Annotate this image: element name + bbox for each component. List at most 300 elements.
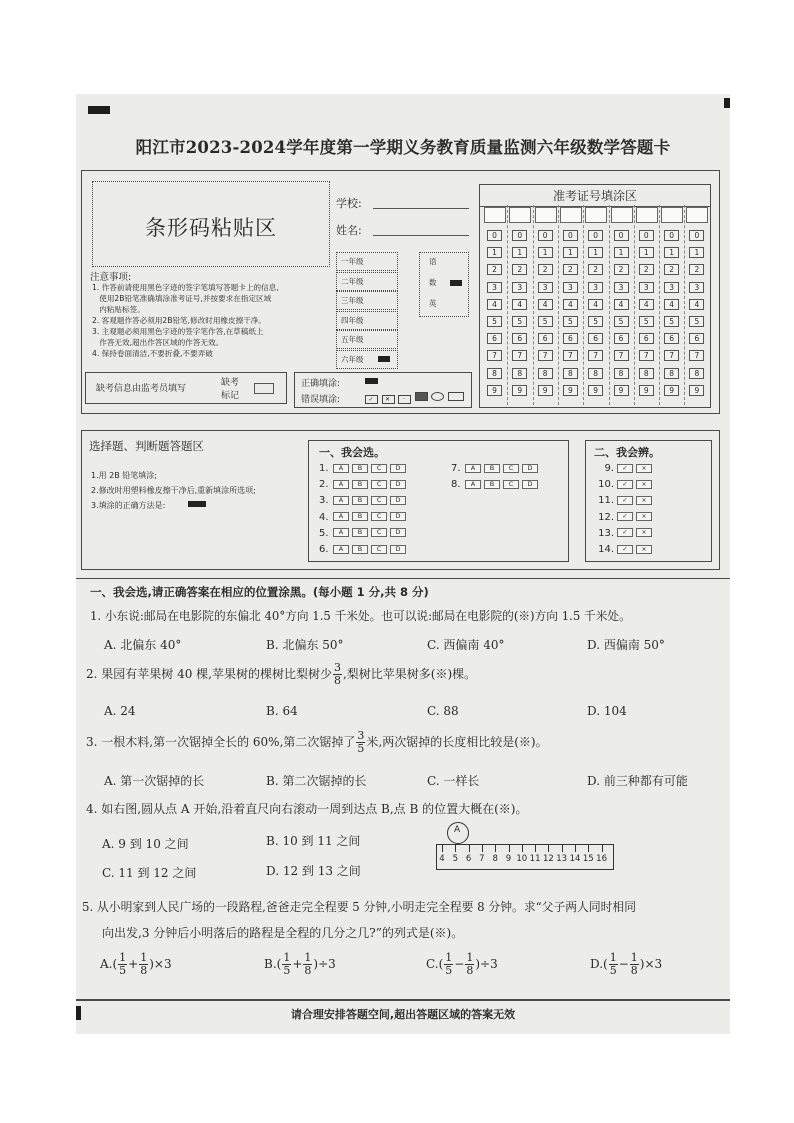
id-bubble[interactable]: 0 (664, 230, 679, 241)
question-1-text: 1. 小东说:邮局在电影院的东偏北 40°方向 1.5 千米处。也可以说:邮局在电影院的(※)方向 1.5 千米处。 (90, 609, 631, 623)
id-column-divider (659, 205, 660, 405)
id-bubble[interactable]: 0 (538, 230, 553, 241)
id-bubble[interactable]: 4 (614, 299, 629, 310)
choice-bubble-b[interactable]: B (352, 480, 368, 489)
ruler-tick (442, 844, 443, 852)
id-bubble[interactable]: 3 (664, 282, 679, 293)
id-bubble[interactable]: 0 (689, 230, 704, 241)
id-bubble[interactable]: 5 (538, 316, 553, 327)
ruler-tick (602, 844, 603, 852)
ruler-figure (436, 822, 616, 874)
id-bubble[interactable]: 3 (689, 282, 704, 293)
missing-mark-box[interactable] (254, 383, 274, 394)
answer-number: 3. (319, 495, 329, 507)
judge-number: 11. (598, 495, 614, 507)
id-write-cell-6[interactable] (611, 207, 633, 223)
id-column-divider (609, 205, 610, 405)
id-bubble[interactable]: 7 (487, 350, 502, 361)
id-column-divider (684, 205, 685, 405)
id-bubble[interactable]: 9 (664, 385, 679, 396)
choice-bubble-d[interactable]: D (390, 512, 406, 521)
id-bubble[interactable]: 8 (664, 368, 679, 379)
id-bubble[interactable]: 2 (512, 264, 527, 275)
id-bubble[interactable]: 9 (639, 385, 654, 396)
choice-bubble-c[interactable]: C (371, 464, 387, 473)
id-bubble[interactable]: 8 (487, 368, 502, 379)
choice-bubble-a[interactable]: A (333, 464, 349, 473)
answer-number: 8. (451, 479, 461, 491)
id-column-divider (634, 205, 635, 405)
section1-title: 一、我会选。 (319, 446, 385, 459)
id-bubble[interactable]: 1 (639, 247, 654, 258)
section2-title: 二、我会辨。 (594, 446, 660, 459)
id-bubble[interactable]: 3 (538, 282, 553, 293)
ruler-tick (575, 844, 576, 852)
footer-divider (76, 1000, 730, 1001)
judge-row-9 (594, 463, 655, 474)
ruler-tick (548, 844, 549, 852)
id-bubble[interactable]: 0 (563, 230, 578, 241)
id-bubble[interactable]: 8 (563, 368, 578, 379)
id-bubble[interactable]: 6 (639, 333, 654, 344)
choice-bubble-b[interactable]: B (484, 464, 500, 473)
subject-label-3: 英 (429, 299, 437, 308)
q5-option-a (100, 952, 172, 977)
id-bubble[interactable]: 4 (689, 299, 704, 310)
judge-false-bubble[interactable]: × (636, 480, 652, 489)
id-bubble[interactable]: 9 (563, 385, 578, 396)
ruler-number: 5 (452, 854, 458, 864)
operator: + (128, 957, 139, 971)
q1-option-c: C. 西偏南 40° (427, 638, 505, 652)
id-bubble[interactable]: 6 (689, 333, 704, 344)
answer-row-5 (319, 528, 409, 539)
judge-false-bubble[interactable]: × (636, 545, 652, 554)
answer-row-6 (319, 544, 409, 555)
answer-number: 1. (319, 463, 329, 474)
page-title: 阳江市2023-2024学年度第一学期义务教育质量监测六年级数学答题卡 (135, 138, 671, 157)
id-bubble[interactable]: 6 (487, 333, 502, 344)
section-heading: 一、我会选,请正确答案在相应的位置涂黑。(每小题 1 分,共 8 分) (90, 585, 429, 599)
correct-fill-sample (365, 378, 378, 384)
id-write-cell-1[interactable] (484, 207, 506, 223)
exam-id-title: 准考证号填涂区 (480, 187, 710, 207)
id-bubble[interactable]: 8 (689, 368, 704, 379)
id-bubble[interactable]: 3 (512, 282, 527, 293)
grade-bubble-6[interactable] (378, 356, 390, 362)
id-write-cell-3[interactable] (535, 207, 557, 223)
note-line: 作答无效,超出作答区域的作答无效。 (92, 338, 224, 347)
judge-number: 12. (598, 511, 614, 523)
name-label: 姓名: (336, 224, 362, 237)
id-bubble[interactable]: 7 (689, 350, 704, 361)
section2-box (585, 440, 712, 562)
question-2-text (86, 662, 476, 687)
id-bubble[interactable]: 1 (588, 247, 603, 258)
grade-label-2: 二年级 (341, 276, 364, 286)
id-bubble[interactable]: 2 (664, 264, 679, 275)
id-write-cell-5[interactable] (585, 207, 607, 223)
id-write-cell-4[interactable] (560, 207, 582, 223)
id-column-divider (583, 205, 584, 405)
id-bubble[interactable]: 0 (639, 230, 654, 241)
fraction-1-8: $\frac{1}{8}$ (304, 951, 312, 977)
ruler-tick (535, 844, 536, 852)
question-5-line-1: 5. 从小明家到人民广场的一段路程,爸爸走完全程要 5 分钟,小明走完全程要 8 分钟。求“父子两人同时相同 (82, 900, 637, 914)
choice-bubble-a[interactable]: A (333, 545, 349, 554)
ruler-number: 13 (556, 854, 568, 864)
operator: − (454, 957, 465, 971)
ruler-number: 4 (439, 854, 445, 864)
ruler-number: 9 (505, 854, 512, 864)
id-bubble[interactable]: 4 (664, 299, 679, 310)
choice-bubble-a[interactable]: A (333, 496, 349, 505)
note-line: 4. 保持卷面清洁,不要折叠,不要弄破 (92, 349, 213, 358)
judge-false-bubble[interactable]: × (636, 464, 652, 473)
note-line: 1. 作答前请使用黑色字迹的签字笔填写答题卡上的信息, (92, 283, 279, 292)
grade-bubble-1[interactable] (378, 258, 390, 264)
id-bubble[interactable]: 8 (538, 368, 553, 379)
id-bubble[interactable]: 5 (512, 316, 527, 327)
judge-false-bubble[interactable]: × (636, 512, 652, 521)
note-line: 2. 客观题作答必须用2B铅笔,修改时用橡皮擦干净。 (92, 316, 266, 325)
id-bubble[interactable]: 5 (588, 316, 603, 327)
ruler-number: 6 (465, 854, 472, 864)
choice-bubble-c[interactable]: C (371, 545, 387, 554)
id-bubble[interactable]: 0 (487, 230, 502, 241)
open-paren: ( (276, 957, 282, 971)
q2-option-b: B. 64 (266, 704, 298, 718)
ruler-number: 14 (569, 854, 581, 864)
judge-true-bubble[interactable]: ✓ (617, 480, 633, 489)
id-bubble[interactable]: 7 (639, 350, 654, 361)
id-bubble[interactable]: 8 (614, 368, 629, 379)
id-bubble[interactable]: 6 (614, 333, 629, 344)
id-bubble[interactable]: 9 (614, 385, 629, 396)
id-bubble[interactable]: 3 (639, 282, 654, 293)
missing-info-label: 缺考信息由监考员填写 (96, 384, 187, 394)
operator: + (292, 957, 303, 971)
id-bubble[interactable]: 5 (487, 316, 502, 327)
judge-row-10 (594, 479, 655, 490)
choice-bubble-d[interactable]: D (522, 480, 538, 489)
id-bubble[interactable]: 9 (588, 385, 603, 396)
grade-bubble-3[interactable] (378, 297, 390, 303)
rolling-circle (447, 822, 469, 844)
judge-row-14 (594, 544, 655, 555)
fraction-1-5: $\frac{1}{5}$ (283, 951, 291, 977)
judge-true-bubble[interactable]: ✓ (617, 528, 633, 537)
id-bubble[interactable]: 6 (512, 333, 527, 344)
q5-option-b (264, 952, 336, 977)
ruler-number: 12 (542, 854, 554, 864)
choice-bubble-b[interactable]: B (352, 496, 368, 505)
id-bubble[interactable]: 0 (614, 230, 629, 241)
choice-bubble-b[interactable]: B (352, 512, 368, 521)
id-bubble[interactable]: 4 (588, 299, 603, 310)
id-bubble[interactable]: 4 (563, 299, 578, 310)
id-bubble[interactable]: 3 (614, 282, 629, 293)
choice-bubble-c[interactable]: C (371, 528, 387, 537)
notes-heading: 注意事项: (90, 272, 132, 283)
judge-row-11 (594, 495, 655, 506)
circle-point-label: A (454, 825, 461, 835)
id-bubble[interactable]: 0 (512, 230, 527, 241)
answer-row-1 (319, 463, 409, 474)
choice-bubble-d[interactable]: D (390, 528, 406, 537)
id-bubble[interactable]: 3 (563, 282, 578, 293)
answer-sheet (76, 94, 730, 1034)
ruler-tick (455, 844, 456, 852)
q4-option-d: D. 12 到 13 之间 (266, 864, 361, 878)
name-field[interactable] (373, 235, 469, 236)
q3-option-b: B. 第二次锯掉的长 (266, 774, 367, 788)
ruler-tick (495, 844, 496, 852)
choice-bubble-c[interactable]: C (503, 464, 519, 473)
id-bubble[interactable]: 1 (689, 247, 704, 258)
operator: − (618, 957, 629, 971)
id-column-divider (558, 205, 559, 405)
id-bubble[interactable]: 1 (487, 247, 502, 258)
q3-option-c: C. 一样长 (427, 774, 480, 788)
judge-row-13 (594, 528, 655, 539)
q1-option-d: D. 西偏南 50° (587, 638, 665, 652)
choice-bubble-d[interactable]: D (390, 545, 406, 554)
ruler-tick (588, 844, 589, 852)
choice-bubble-d[interactable]: D (390, 496, 406, 505)
open-paren: ( (438, 957, 444, 971)
id-bubble[interactable]: 5 (563, 316, 578, 327)
id-bubble[interactable]: 1 (563, 247, 578, 258)
answer-row-8 (451, 479, 541, 490)
grade-bubble-5[interactable] (378, 336, 390, 342)
choice-bubble-d[interactable]: D (522, 464, 538, 473)
choice-instructions (91, 468, 256, 513)
choice-bubble-a[interactable]: A (333, 512, 349, 521)
tail-expression: )×3 (639, 957, 663, 971)
id-bubble[interactable]: 1 (538, 247, 553, 258)
answer-row-3 (319, 495, 409, 506)
tail-expression: )÷3 (313, 957, 336, 971)
ruler-tick (482, 844, 483, 852)
id-bubble[interactable]: 2 (538, 264, 553, 275)
grade-bubble-2[interactable] (378, 278, 390, 284)
q2-option-c: C. 88 (427, 704, 459, 718)
grade-label-1: 一年级 (341, 257, 364, 266)
id-bubble[interactable]: 5 (639, 316, 654, 327)
judge-true-bubble[interactable]: ✓ (617, 512, 633, 521)
school-field[interactable] (373, 208, 469, 209)
id-bubble[interactable]: 6 (588, 333, 603, 344)
judge-true-bubble[interactable]: ✓ (617, 464, 633, 473)
wrong-fill-label: 错误填涂: (301, 395, 341, 405)
id-bubble[interactable]: 6 (563, 333, 578, 344)
open-paren: ( (112, 957, 118, 971)
choice-bubble-b[interactable]: B (352, 545, 368, 554)
id-bubble[interactable]: 8 (588, 368, 603, 379)
id-write-cell-7[interactable] (636, 207, 658, 223)
id-column-divider (533, 205, 534, 405)
q3-option-d: D. 前三种都有可能 (587, 774, 688, 788)
fraction-1-5: $\frac{1}{5}$ (119, 951, 127, 977)
id-bubble[interactable]: 7 (512, 350, 527, 361)
choice-bubble-c[interactable]: C (371, 512, 387, 521)
id-bubble[interactable]: 8 (512, 368, 527, 379)
id-bubble[interactable]: 9 (487, 385, 502, 396)
choice-bubble-c[interactable]: C (371, 480, 387, 489)
id-bubble[interactable]: 6 (538, 333, 553, 344)
answer-number: 5. (319, 527, 329, 539)
choice-bubble-d[interactable]: D (390, 464, 406, 473)
correct-fill-method-sample (188, 501, 206, 507)
fraction-1-5: $\frac{1}{5}$ (609, 951, 617, 977)
choice-bubble-c[interactable]: C (503, 480, 519, 489)
choice-bubble-b[interactable]: B (352, 464, 368, 473)
id-bubble[interactable]: 2 (487, 264, 502, 275)
judge-true-bubble[interactable]: ✓ (617, 496, 633, 505)
wrong-fill-samples: ✓ ✕ · (365, 392, 464, 404)
subject-bubble-math[interactable] (450, 280, 462, 286)
id-bubble[interactable]: 9 (512, 385, 527, 396)
fill-example-box (294, 372, 472, 408)
open-paren: ( (603, 957, 608, 971)
ruler-tick (522, 844, 523, 852)
id-bubble[interactable]: 7 (588, 350, 603, 361)
note-line: 内粘贴标签。 (92, 305, 145, 314)
q1-option-b: B. 北偏东 50° (266, 638, 344, 652)
grade-bubble-4[interactable] (378, 317, 390, 323)
id-bubble[interactable]: 6 (664, 333, 679, 344)
judge-number: 13. (598, 527, 614, 539)
fraction-1-8: $\frac{1}{8}$ (140, 951, 148, 977)
id-bubble[interactable]: 5 (689, 316, 704, 327)
choice-bubble-a[interactable]: A (333, 480, 349, 489)
q4-option-b: B. 10 到 11 之间 (266, 834, 361, 848)
barcode-area (92, 181, 330, 267)
fraction-1-8: $\frac{1}{8}$ (630, 951, 638, 977)
notes-list (92, 282, 279, 359)
section1-box (308, 440, 569, 562)
grade-label-3: 三年级 (341, 296, 364, 305)
tail-expression: )÷3 (475, 957, 498, 971)
id-bubble[interactable]: 1 (614, 247, 629, 258)
q3-fraction: $\frac{3}{5}$ (357, 729, 365, 755)
grade-label-6: 六年级 (341, 354, 364, 364)
ruler-tick (469, 844, 470, 852)
choice-bubble-a[interactable]: A (465, 480, 481, 489)
answer-row-7 (451, 463, 541, 474)
ruler-number: 16 (596, 854, 607, 864)
ruler-tick (509, 844, 510, 852)
question-5-line-2: 向出发,3 分钟后小明落后的路程是全程的几分之几?”的列式是(※)。 (102, 926, 464, 940)
id-bubble[interactable]: 7 (563, 350, 578, 361)
q5-option-c (426, 952, 498, 977)
id-bubble[interactable]: 4 (639, 299, 654, 310)
ruler-number: 11 (529, 854, 541, 864)
exam-id-area (479, 184, 711, 408)
answer-row-2 (319, 479, 409, 490)
missing-mark-label-1: 缺考 (221, 378, 240, 388)
id-bubble[interactable]: 9 (538, 385, 553, 396)
choice-bubble-c[interactable]: C (371, 496, 387, 505)
barcode-label: 条形码粘贴区 (145, 216, 277, 240)
choice-area-title: 选择题、判断题答题区 (89, 439, 204, 453)
subject-label-1: 语 (429, 257, 437, 266)
q3-text-a: 3. 一根木料,第一次锯掉全长的 60%,第二次锯掉了 (86, 735, 356, 749)
choice-bubble-b[interactable]: B (484, 480, 500, 489)
id-write-cell-9[interactable] (686, 207, 708, 223)
q2-option-d: D. 104 (587, 704, 627, 718)
question-3-text (86, 730, 548, 755)
question-4-text: 4. 如右图,圆从点 A 开始,沿着直尺向右滚动一周到达点 B,点 B 的位置大概在(※)。 (86, 802, 528, 816)
note-line: 3. 主观题必须用黑色字迹的签字笔作答,在草稿纸上 (92, 327, 264, 336)
id-bubble[interactable]: 3 (588, 282, 603, 293)
id-write-cell-8[interactable] (661, 207, 683, 223)
id-write-cell-2[interactable] (509, 207, 531, 223)
answer-row-4 (319, 512, 409, 523)
id-bubble[interactable]: 1 (664, 247, 679, 258)
tail-expression: )×3 (149, 957, 172, 971)
q3-option-a: A. 第一次锯掉的长 (104, 774, 205, 788)
choice-bubble-a[interactable]: A (333, 528, 349, 537)
q3-text-b: 米,两次锯掉的长度相比较是(※)。 (366, 735, 548, 749)
judge-row-12 (594, 512, 655, 523)
choice-bubble-a[interactable]: A (465, 464, 481, 473)
id-bubble[interactable]: 2 (614, 264, 629, 275)
id-bubble[interactable]: 2 (689, 264, 704, 275)
id-bubble[interactable]: 1 (512, 247, 527, 258)
id-bubble[interactable]: 7 (664, 350, 679, 361)
q5-option-d (590, 952, 662, 977)
id-bubble[interactable]: 7 (614, 350, 629, 361)
id-bubble[interactable]: 4 (512, 299, 527, 310)
judge-true-bubble[interactable]: ✓ (617, 545, 633, 554)
answer-number: 7. (451, 463, 461, 474)
id-bubble[interactable]: 2 (588, 264, 603, 275)
ruler-number: 10 (516, 854, 528, 864)
answer-number: 4. (319, 511, 329, 523)
id-bubble[interactable]: 4 (487, 299, 502, 310)
choice-bubble-b[interactable]: B (352, 528, 368, 537)
q2-text-a: 2. 果园有苹果树 40 棵,苹果树的棵树比梨树少 (86, 667, 332, 681)
id-bubble[interactable]: 0 (588, 230, 603, 241)
id-bubble[interactable]: 4 (538, 299, 553, 310)
ruler-number: 8 (492, 854, 498, 864)
q1-option-a: A. 北偏东 40° (104, 638, 182, 652)
corner-mark-top-right (724, 98, 730, 108)
id-bubble[interactable]: 2 (639, 264, 654, 275)
id-bubble[interactable]: 5 (664, 316, 679, 327)
choice-bubble-d[interactable]: D (390, 480, 406, 489)
corner-mark-top-left (88, 106, 110, 114)
judge-false-bubble[interactable]: × (636, 496, 652, 505)
judge-number: 9. (604, 463, 614, 474)
id-bubble[interactable]: 3 (487, 282, 502, 293)
grade-label-5: 五年级 (341, 335, 364, 344)
id-bubble[interactable]: 2 (563, 264, 578, 275)
judge-false-bubble[interactable]: × (636, 528, 652, 537)
id-bubble[interactable]: 9 (689, 385, 704, 396)
missing-info-box (85, 372, 287, 404)
id-bubble[interactable]: 7 (538, 350, 553, 361)
footer-note: 请合理安排答题空间,超出答题区域的答案无效 (290, 1008, 516, 1021)
option-letter: A. (100, 957, 113, 971)
correct-fill-label: 正确填涂: (301, 379, 341, 389)
id-bubble[interactable]: 5 (614, 316, 629, 327)
q2-option-a: A. 24 (104, 704, 136, 718)
id-bubble[interactable]: 8 (639, 368, 654, 379)
grade-label-4: 四年级 (341, 315, 364, 325)
